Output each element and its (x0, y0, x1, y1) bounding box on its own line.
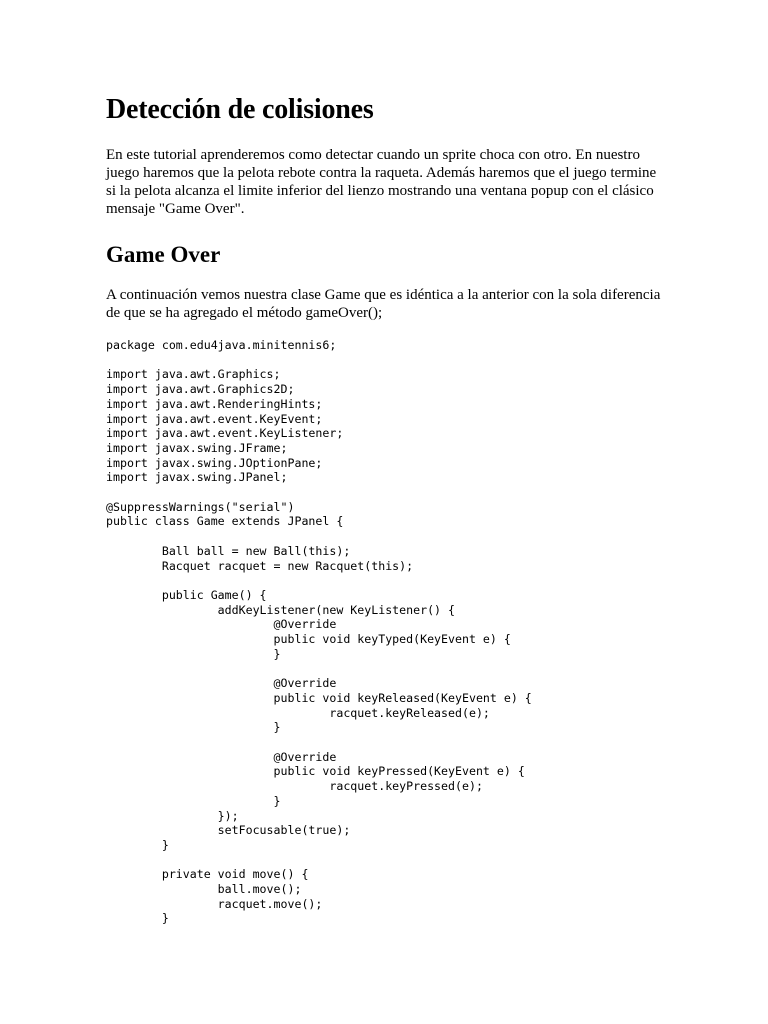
code-block: package com.edu4java.minitennis6; import java.awt.Graphics; import java.awt.Graphics2D; import java.awt.RenderingHints; import java.awt.event.KeyEvent; import java.awt.event.KeyListener; import javax.swing.JFrame; import javax.swing.JOptionPane; import javax.swing.JPanel; @SuppressWarnings("serial") public class Game extends JPanel { Ball ball = new Ball(this); Racquet racquet = new Racquet(this); public Game() { addKeyListener(new KeyListener() { @Override public void keyTyped(KeyEvent e) { } @Override public void keyReleased(KeyEvent e) { racquet.keyReleased(e); } @Override public void keyPressed(KeyEvent e) { racquet.keyPressed(e); } }); setFocusable(true); } private void move() { ball.move(); racquet.move(); } (106, 338, 532, 926)
section-heading: Game Over (106, 242, 221, 267)
section-paragraph: A continuación vemos nuestra clase Game que es idéntica a la anterior con la sola diferencia de que se ha agregado el método gameOver(); (106, 287, 661, 321)
page-title: Detección de colisiones (106, 94, 374, 125)
document-body (106, 88, 666, 926)
intro-paragraph: En este tutorial aprenderemos como detectar cuando un sprite choca con otro. En nuestro juego haremos que la pelota rebote contra la raqueta. Además haremos que el juego termine si la pelota alcanza el limite inferior del lienzo mostrando una ventana popup con el clásico mensaje "Game Over". (106, 147, 657, 217)
